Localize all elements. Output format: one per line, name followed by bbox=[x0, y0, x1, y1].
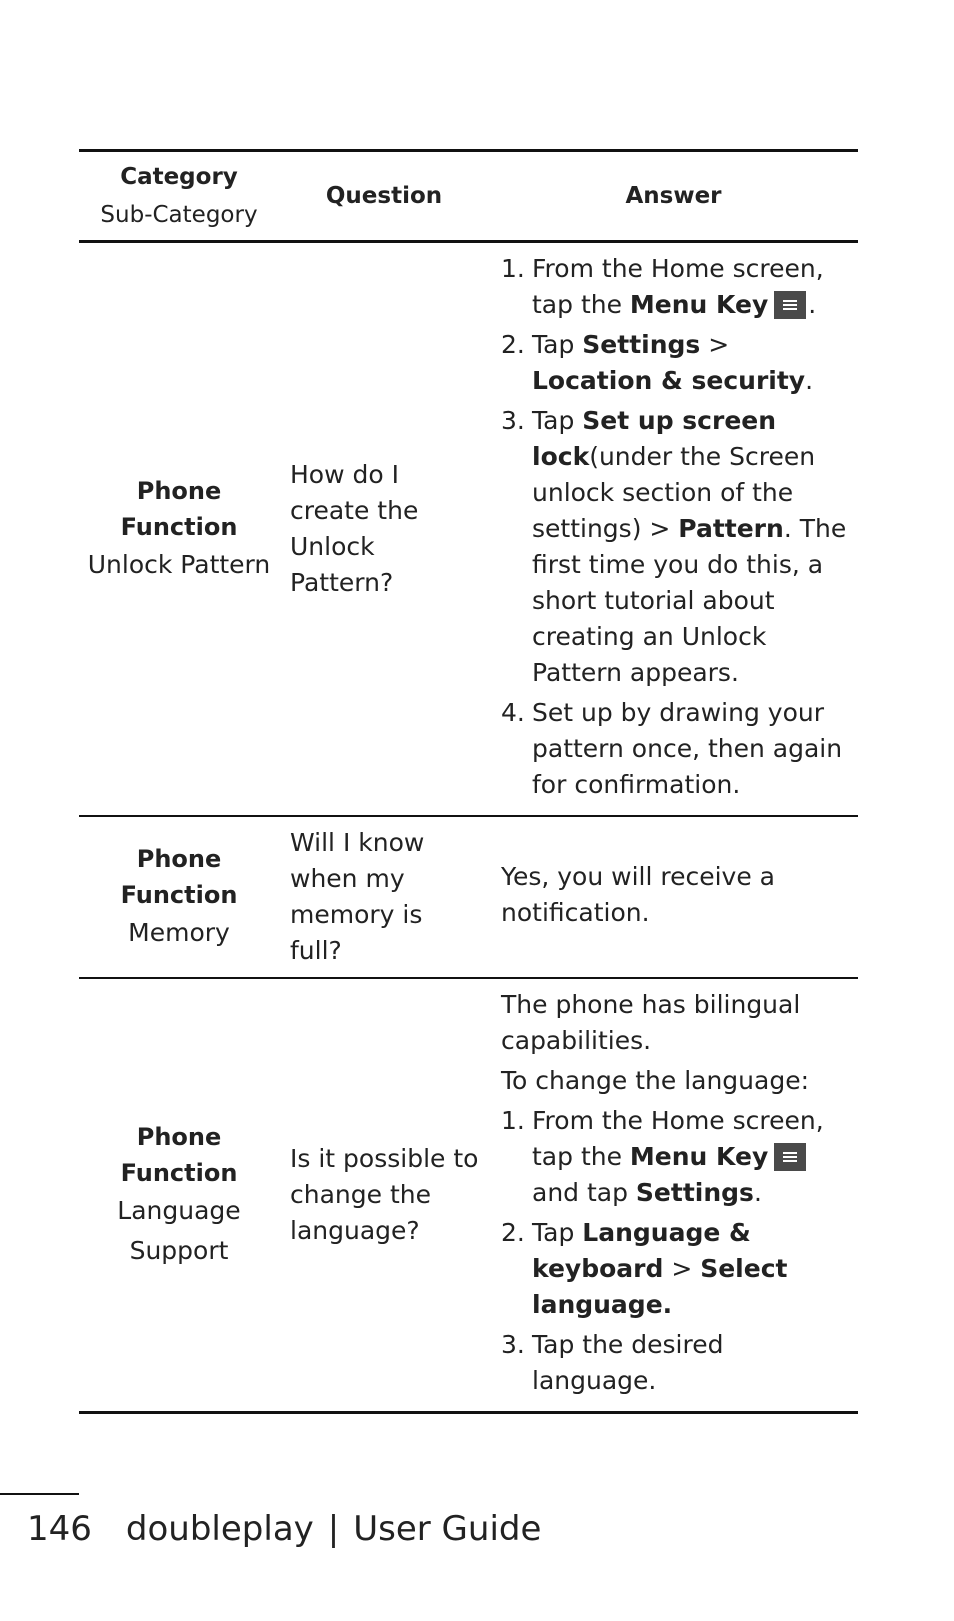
header-question: Question bbox=[279, 151, 489, 242]
category-label: Phone Function bbox=[120, 1123, 238, 1187]
table-row bbox=[79, 978, 858, 1413]
answer-step: 2. Tap Language & keyboard > Select language. bbox=[501, 1218, 788, 1319]
product-name: doubleplay bbox=[125, 1509, 314, 1549]
guide-title: User Guide bbox=[353, 1509, 542, 1549]
page-number: 146 bbox=[27, 1509, 92, 1549]
page-footer bbox=[27, 1505, 541, 1553]
footer-separator: | bbox=[327, 1509, 340, 1549]
header-category bbox=[79, 151, 279, 242]
category-label: Phone Function bbox=[120, 845, 238, 909]
answer-steps bbox=[501, 1103, 850, 1399]
answer-intro: To change the language: bbox=[501, 1066, 810, 1095]
menu-key-icon bbox=[774, 1143, 806, 1171]
answer-step: 3. Tap the desired language. bbox=[501, 1330, 724, 1395]
answer-intro: The phone has bilingual capabilities. bbox=[501, 990, 801, 1055]
answer-cell bbox=[489, 816, 858, 978]
question-text: How do I create the Unlock Pattern? bbox=[290, 460, 419, 597]
category-cell bbox=[79, 816, 279, 978]
faq-table bbox=[79, 149, 858, 1414]
category-label: Phone Function bbox=[120, 477, 238, 541]
header-category-label: Category bbox=[120, 164, 238, 190]
answer-step: 1. From the Home screen, tap the Menu Key . bbox=[501, 254, 824, 319]
table-row bbox=[79, 242, 858, 817]
question-cell bbox=[279, 978, 489, 1413]
header-answer: Answer bbox=[489, 151, 858, 242]
answer-steps bbox=[501, 251, 850, 803]
answer-cell bbox=[489, 978, 858, 1413]
question-cell bbox=[279, 242, 489, 817]
table-row bbox=[79, 816, 858, 978]
question-text: Will I know when my memory is full? bbox=[290, 828, 425, 965]
category-cell bbox=[79, 242, 279, 817]
table-header-row bbox=[79, 151, 858, 242]
answer-text: Yes, you will receive a notification. bbox=[501, 862, 775, 927]
question-cell bbox=[279, 816, 489, 978]
answer-cell bbox=[489, 242, 858, 817]
subcategory-label: Memory bbox=[128, 918, 230, 947]
answer-step: 4. Set up by drawing your pattern once, then again for confirmation. bbox=[501, 698, 843, 799]
question-text: Is it possible to change the language? bbox=[290, 1144, 479, 1245]
subcategory-label: Unlock Pattern bbox=[87, 550, 271, 579]
category-cell bbox=[79, 978, 279, 1413]
answer-step: 3. Tap Set up screen lock(under the Screen unlock section of the settings) > Pattern. The first time you do this, a short tutorial about creating an Unlock Pattern appears. bbox=[501, 406, 847, 687]
header-subcategory-label: Sub-Category bbox=[100, 202, 258, 228]
answer-step: 1. From the Home screen, tap the Menu Key and tap Settings. bbox=[501, 1106, 824, 1207]
footer-rule bbox=[0, 1493, 79, 1495]
answer-step: 2. Tap Settings > Location & security. bbox=[501, 330, 814, 395]
menu-key-icon bbox=[774, 291, 806, 319]
subcategory-label: Language Support bbox=[117, 1196, 241, 1265]
